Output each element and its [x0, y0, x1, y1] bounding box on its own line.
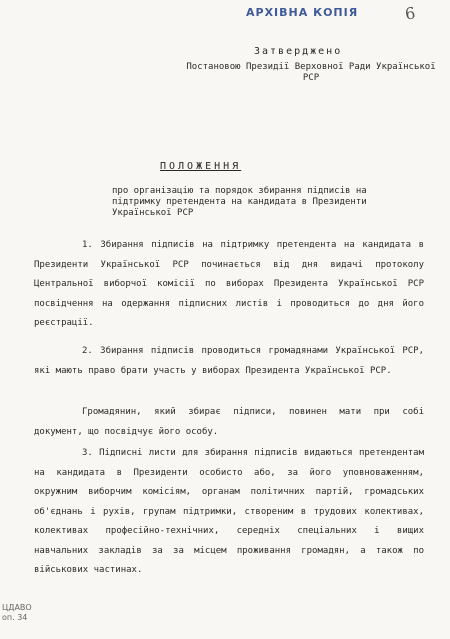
approval-authority: Постановою Президії Верховної Ради Української РСР	[186, 62, 436, 83]
approval-label: Затверджено	[254, 46, 343, 57]
margin-archive-note	[2, 603, 32, 623]
paragraph-2: 2. Збирання підписів проводиться громадянами Української РСР, які мають право брати участь у виборах Президента Української РСР.	[34, 346, 424, 376]
sheet-number: 6	[403, 3, 417, 24]
archive-stamp: АРХІВНА КОПІЯ	[246, 6, 359, 19]
document-subject: про організацію та порядок збирання підписів на підтримку претендента на кандидата в Президенти Української РСР	[112, 186, 367, 218]
document-title: ПОЛОЖЕННЯ	[160, 161, 242, 172]
margin-note-line-1: ЦДАВО	[2, 603, 32, 612]
paragraph-1: 1. Збирання підписів на підтримку претендента на кандидата в Президенти Української РСР починається від дня видачі протоколу Центральної виборчої комісії по виборах Президента Української РСР посвідчення на одержання підписних листів і проводиться до дня його реєстрації.	[34, 240, 424, 328]
paragraph-3: 3. Підписні листи для збирання підписів видаються претендентам на кандидата в Президенти особисто або, за його уповноваженням, окружним виборчим комісіям, органам політичних партій, громадських об'єднань і рухів, групам підтримки, створеним в трудових колективах, колективах професійно-технічних, середніх спеціальних і вищих навчальних закладів за за місцем проживання громадян, а також по військових частинах.	[34, 448, 424, 575]
margin-note-line-2: оп. 34	[2, 613, 28, 622]
paragraph-2-note: Громадянин, який збирає підписи, повинен мати при собі документ, що посвідчує його особу.	[34, 407, 424, 437]
